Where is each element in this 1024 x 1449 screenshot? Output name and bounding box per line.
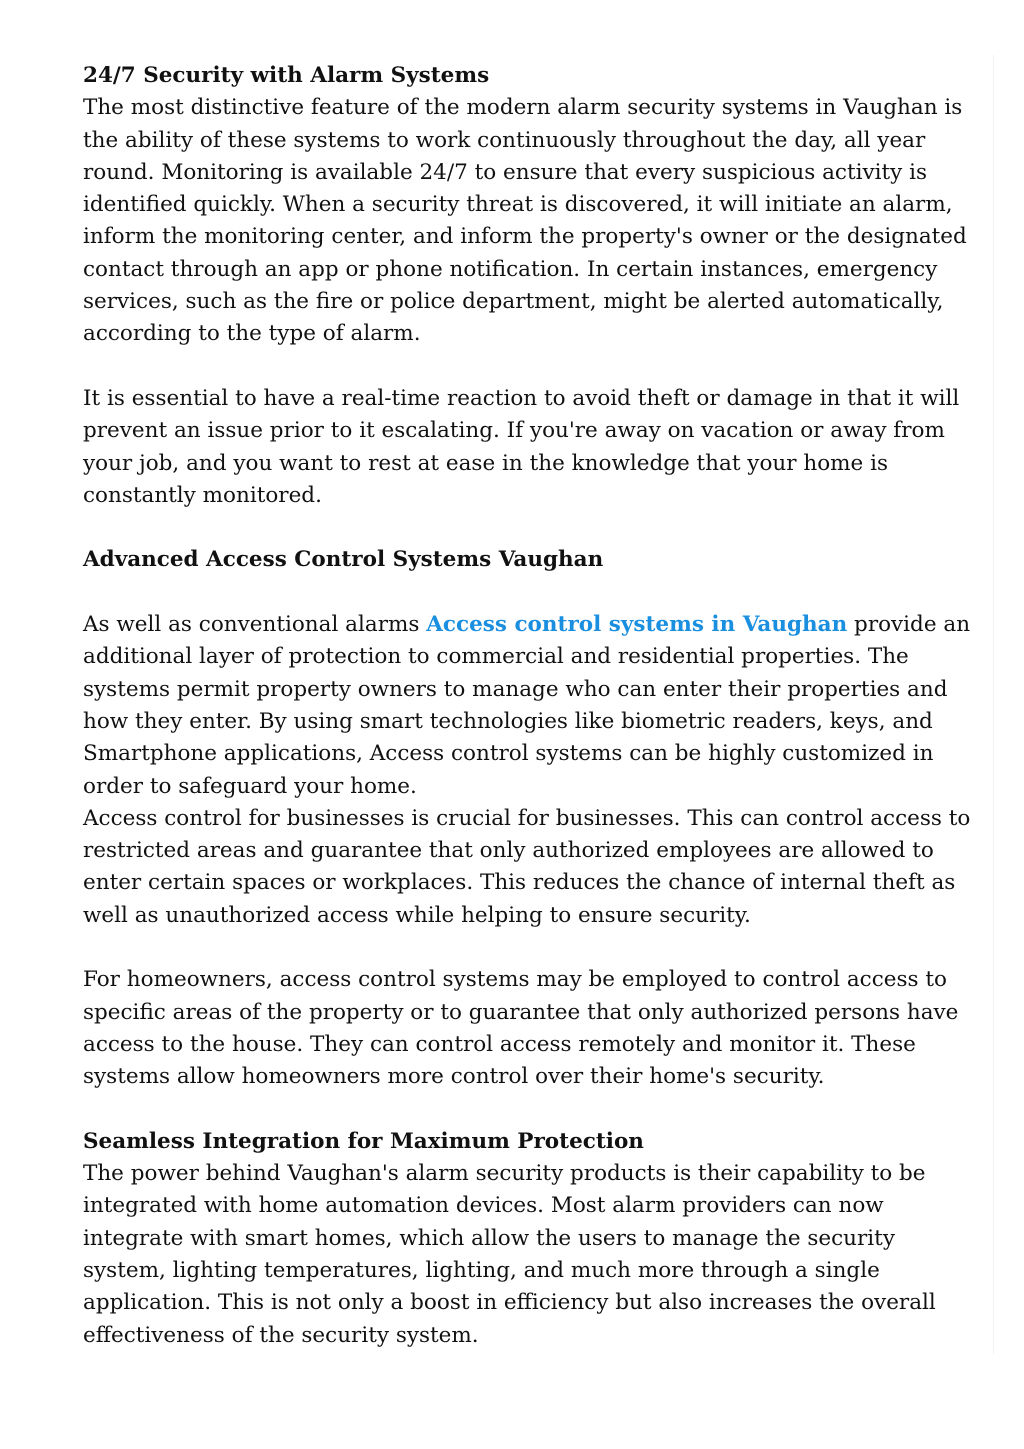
paragraph-spacer — [83, 1094, 983, 1126]
document-page — [83, 60, 983, 1352]
paragraph-spacer — [83, 351, 983, 383]
section-heading-integration: Seamless Integration for Maximum Protection — [83, 1128, 644, 1154]
paragraph-spacer — [83, 577, 983, 609]
paragraph-spacer — [83, 932, 983, 964]
paragraph-real-time-reaction: It is essential to have a real-time reaction to avoid theft or damage in that it will prevent an issue prior to it escalating. If you're away on vacation or away from your job, and you want to rest at ease in the knowledge that your home is constantly monitored. — [83, 385, 960, 508]
section-heading-alarm-systems: 24/7 Security with Alarm Systems — [83, 63, 490, 88]
paragraph-spacer — [83, 512, 983, 544]
paragraph-integration: The power behind Vaughan's alarm security products is their capability to be integrated with home automation devices. Most alarm providers can now integrate with smart homes, which allow the users to manage the security system, lighting temperatures, lighting, and much more through a single application. This is not only a boost in efficiency but also increases the overall effectiveness of the security system. — [83, 1161, 936, 1348]
paragraph-access-control-homeowners: For homeowners, access control systems may be employed to control access to specific areas of the property or to guarantee that only authorized persons have access to the house. They can control access remotely and monitor it. These systems allow homeowners more control over their home's security. — [83, 967, 959, 1090]
paragraph-text: provide an additional layer of protection to commercial and residential properties. The systems permit property owners to manage who can enter their properties and how they enter. By using smart technologies like biometric readers, keys, and Smartphone applications, Access control systems can be highly customized in order to safeguard your home. — [83, 612, 971, 799]
access-control-link[interactable]: Access control systems in Vaughan — [426, 612, 848, 638]
paragraph-access-control-intro — [83, 609, 983, 803]
paragraph-access-control-business: Access control for businesses is crucial for businesses. This can control access to restricted areas and guarantee that only authorized employees are allowed to enter certain spaces or workplaces. This reduces the chance of internal theft as well as unauthorized access while helping to ensure security. — [83, 805, 971, 928]
section-heading-access-control: Advanced Access Control Systems Vaughan — [83, 547, 604, 573]
paragraph-text: As well as conventional alarms — [83, 612, 427, 638]
paragraph-alarm-monitoring: The most distinctive feature of the modern alarm security systems in Vaughan is the ability of these systems to work continuously throughout the day, all year round. Monitoring is available 24/7 to ensure that every suspicious activity is identified quickly. When a security threat is discovered, it will initiate an alarm, inform the monitoring center, and inform the property's owner or the designated contact through an app or phone notification. In certain instances, emergency services, such as the fire or police department, might be alerted automatically, according to the type of alarm. — [83, 95, 967, 347]
page-edge-divider — [993, 55, 994, 1355]
